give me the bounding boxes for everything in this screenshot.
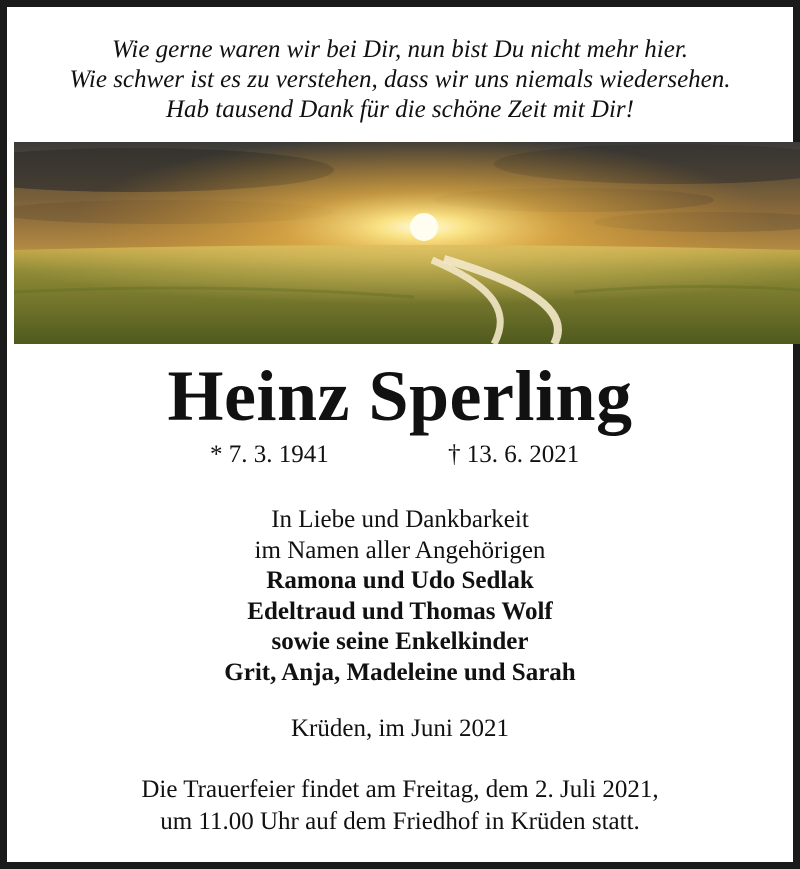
death-date: † 13. 6. 2021: [448, 441, 580, 468]
verse-line: Wie schwer ist es zu verstehen, dass wir uns niemals wiedersehen.: [69, 66, 731, 93]
service-line: Die Trauerfeier findet am Freitag, dem 2. Juli 2021,: [141, 776, 659, 803]
funeral-service-info: [7, 774, 793, 838]
birth-date: * 7. 3. 1941: [210, 441, 329, 468]
family-line: im Namen aller Angehörigen: [254, 536, 546, 564]
verse-line: Wie gerne waren wir bei Dir, nun bist Du nicht mehr hier.: [111, 36, 689, 63]
family-block: [7, 505, 793, 689]
verse-line: Hab tausend Dank für die schöne Zeit mit Dir!: [165, 96, 634, 123]
family-line: In Liebe und Dankbarkeit: [271, 506, 529, 533]
family-name: Ramona und Udo Sedlak: [266, 567, 534, 595]
family-name: Grit, Anja, Madeleine und Sarah: [224, 658, 576, 686]
sunset-field-image: [14, 142, 800, 344]
deceased-name: Heinz Sperling: [167, 356, 633, 436]
family-name: Edeltraud und Thomas Wolf: [247, 597, 553, 625]
family-name: sowie seine Enkelkinder: [271, 628, 529, 656]
memorial-verse: [7, 35, 793, 125]
place-date: Krüden, im Juni 2021: [290, 715, 510, 742]
service-line: um 11.00 Uhr auf dem Friedhof in Krüden statt.: [160, 808, 640, 835]
